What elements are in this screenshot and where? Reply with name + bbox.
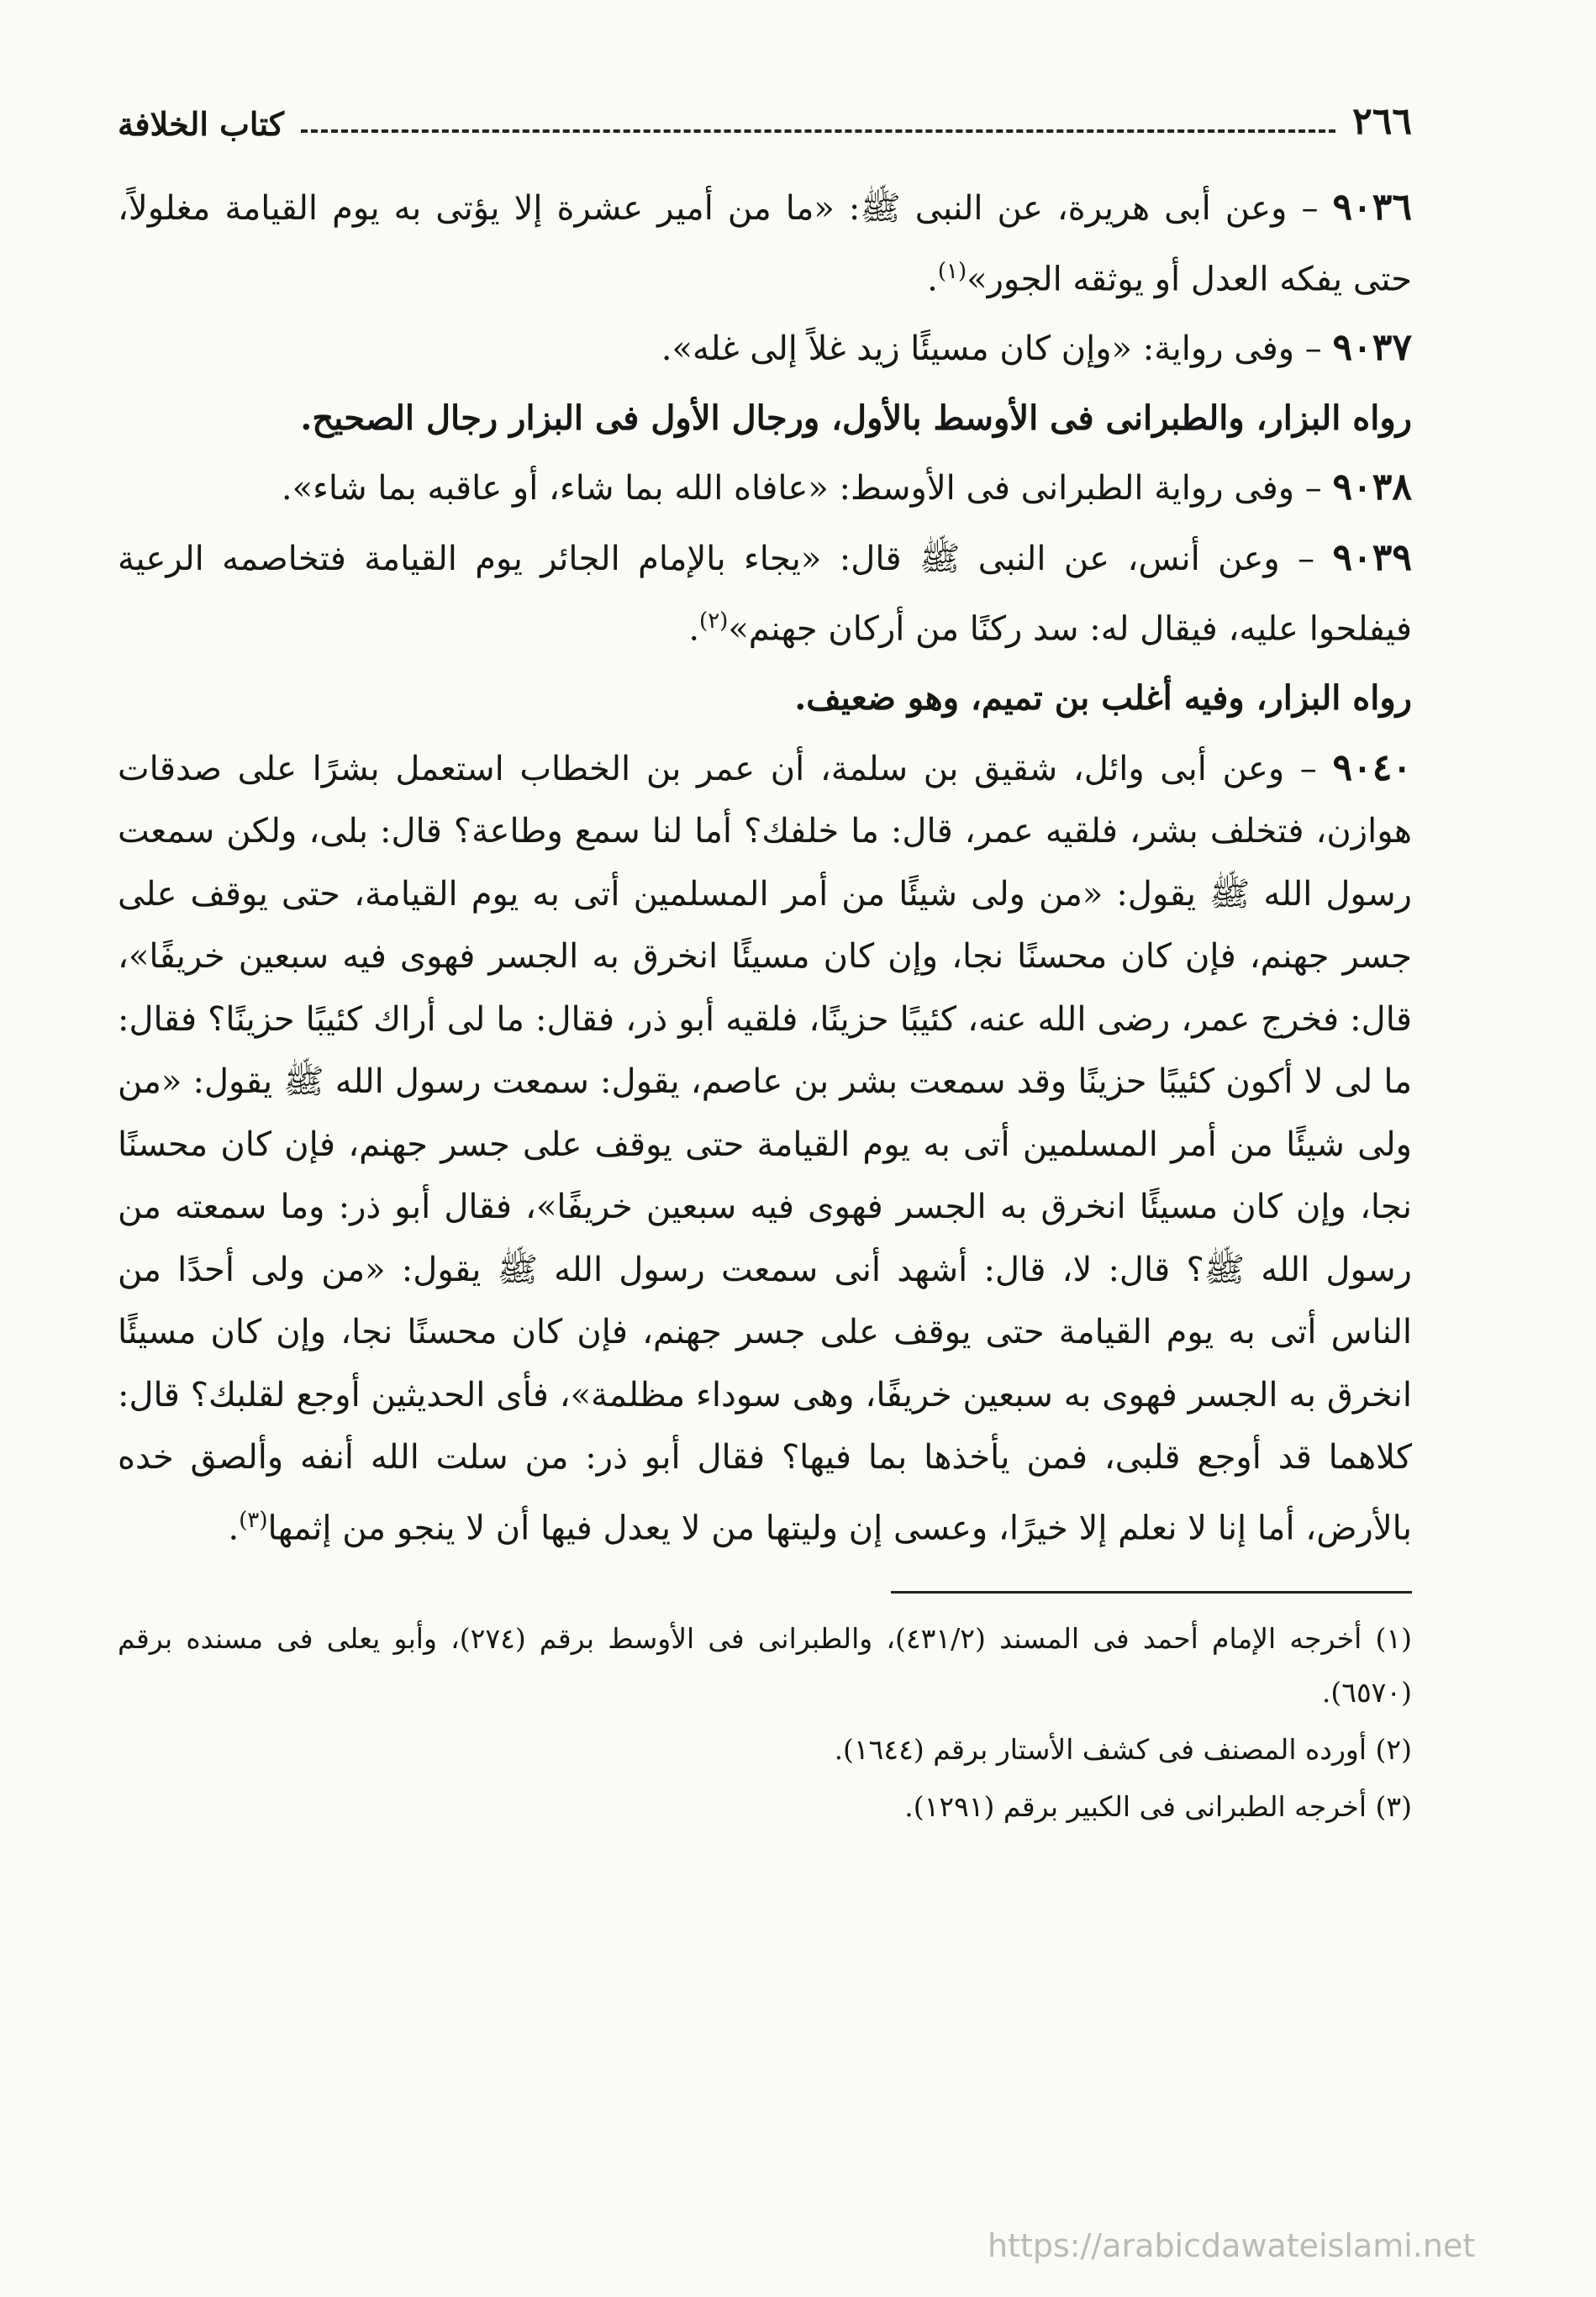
hadith-text: وعن أنس، عن النبى ﷺ قال: «يجاء بالإمام الجائر يوم القيامة فتخاصمه الرعية فيفلحوا عليه، فيقال له: سد ركنًا من أركان جهنم» [118, 539, 1412, 649]
footnote-1: (١) أخرجه الإمام أحمد فى المسند (٤٣١/٢)، والطبرانى فى الأوسط برقم (٢٧٤)، وأبو يعلى فى مسنده برقم (٦٥٧٠). [118, 1622, 1412, 1710]
main-text [118, 176, 1412, 1559]
hadith-end: . [228, 1508, 240, 1547]
source-text: رواه البزار، والطبرانى فى الأوسط بالأول، ورجال الأول فى البزار رجال الصحيح. [300, 398, 1412, 438]
footnote-2: (٢) أورده المصنف فى كشف الأستار برقم (١٦٤٤). [834, 1733, 1412, 1767]
page-header [118, 92, 1412, 143]
footnote-ref: (٣) [239, 1507, 268, 1533]
source-text: رواه البزار، وفيه أغلب بن تميم، وهو ضعيف. [794, 678, 1412, 719]
hadith-text: وفى رواية الطبرانى فى الأوسط: «عافاه الله بما شاء، أو عاقبه بما شاء». [281, 469, 1295, 508]
footnote-ref: (٢) [699, 608, 729, 635]
hadith-end: . [688, 609, 700, 649]
hadith-number: ٩٠٣٨ [1332, 466, 1412, 509]
footnotes [118, 1612, 1412, 1834]
hadith-9039 [118, 527, 1412, 661]
book-title: كتاب الخلافة [118, 105, 285, 143]
hadith-9037 [118, 317, 1412, 381]
hadith-number: ٩٠٣٧ [1332, 326, 1412, 370]
hadith-text: وفى رواية: «وإن كان مسيئًا زيد غلاً إلى غله». [661, 329, 1295, 369]
watermark-url: https://arabicdawateislami.net [988, 2227, 1476, 2264]
source-note [118, 667, 1412, 730]
hadith-text: وعن أبى وائل، شقيق بن سلمة، أن عمر بن الخطاب استعمل بشرًا على صدقات هوازن، فتخلف بشر، فلقيه عمر، قال: ما خلفك؟ أما لنا سمع وطاعة؟ قال: بلى، ولكن سمعت رسول الله ﷺ يقول: «من ولى شيئًا من أمر المسلمين أتى به يوم القيامة، حتى يوقف على جسر جهنم، فإن كان محسنًا نجا، وإن كان مسيئًا انخرق به الجسر فهوى فيه سبعين خريفًا»، قال: فخرج عمر، رضى الله عنه، كئيبًا حزينًا، فلقيه أبو ذر، فقال: ما لى أراك كئيبًا حزينًا؟ فقال: ما لى لا أكون كئيبًا حزينًا وقد سمعت بشر بن عاصم، يقول: سمعت رسول الله ﷺ يقول: «من ولى شيئًا من أمر المسلمين أتى به يوم القيامة حتى يوقف على جسر جهنم، فإن كان محسنًا نجا، وإن كان مسيئًا انخرق به الجسر فهوى فيه سبعين خريفًا»، فقال أبو ذر: وما سمعته من رسول الله ﷺ؟ قال: لا، قال: أشهد أنى سمعت رسول الله ﷺ يقول: «من ولى أحدًا من الناس أتى به يوم القيامة حتى يوقف على جسر جهنم، فإن كان محسنًا نجا، وإن كان مسيئًا انخرق به الجسر فهوى به سبعين خريفًا، وهى سوداء مظلمة»، فأى الحديثين أوجع لقلبك؟ قال: كلاهما قد أوجع قلبى، فمن يأخذها بما فيها؟ فقال أبو ذر: من سلت الله أنفه وألصق خده بالأرض، أما إنا لا نعلم إلا خيرًا، وعسى إن وليتها من لا يعدل فيها أن لا ينجو من إثمها [118, 749, 1413, 1547]
hadith-9040 [118, 737, 1412, 1560]
page-number: ٢٦٦ [1352, 100, 1412, 143]
source-note [118, 387, 1412, 450]
hadith-text: وعن أبى هريرة، عن النبى ﷺ: «ما من أمير عشرة إلا يؤتى به يوم القيامة مغلولاً، حتى يفكه العدل أو يوثقه الجور» [118, 189, 1412, 298]
footnote-3: (٣) أخرجه الطبرانى فى الكبير برقم (١٢٩١). [904, 1790, 1412, 1824]
footnote-separator [891, 1591, 1412, 1594]
hadith-end: . [927, 259, 938, 298]
hadith-dash: – [1287, 189, 1333, 228]
hadith-9038 [118, 456, 1412, 520]
hadith-dash: – [1294, 329, 1333, 369]
hadith-number: ٩٠٤٠ [1332, 745, 1412, 789]
hadith-dash: – [1294, 469, 1333, 508]
hadith-dash: – [1284, 749, 1333, 788]
footnote-ref: (١) [937, 258, 967, 284]
hadith-number: ٩٠٣٦ [1332, 186, 1413, 229]
header-rule [301, 129, 1335, 133]
hadith-number: ٩٠٣٩ [1332, 535, 1412, 579]
hadith-9036 [118, 176, 1412, 310]
book-page [118, 92, 1412, 1837]
hadith-dash: – [1279, 539, 1333, 578]
